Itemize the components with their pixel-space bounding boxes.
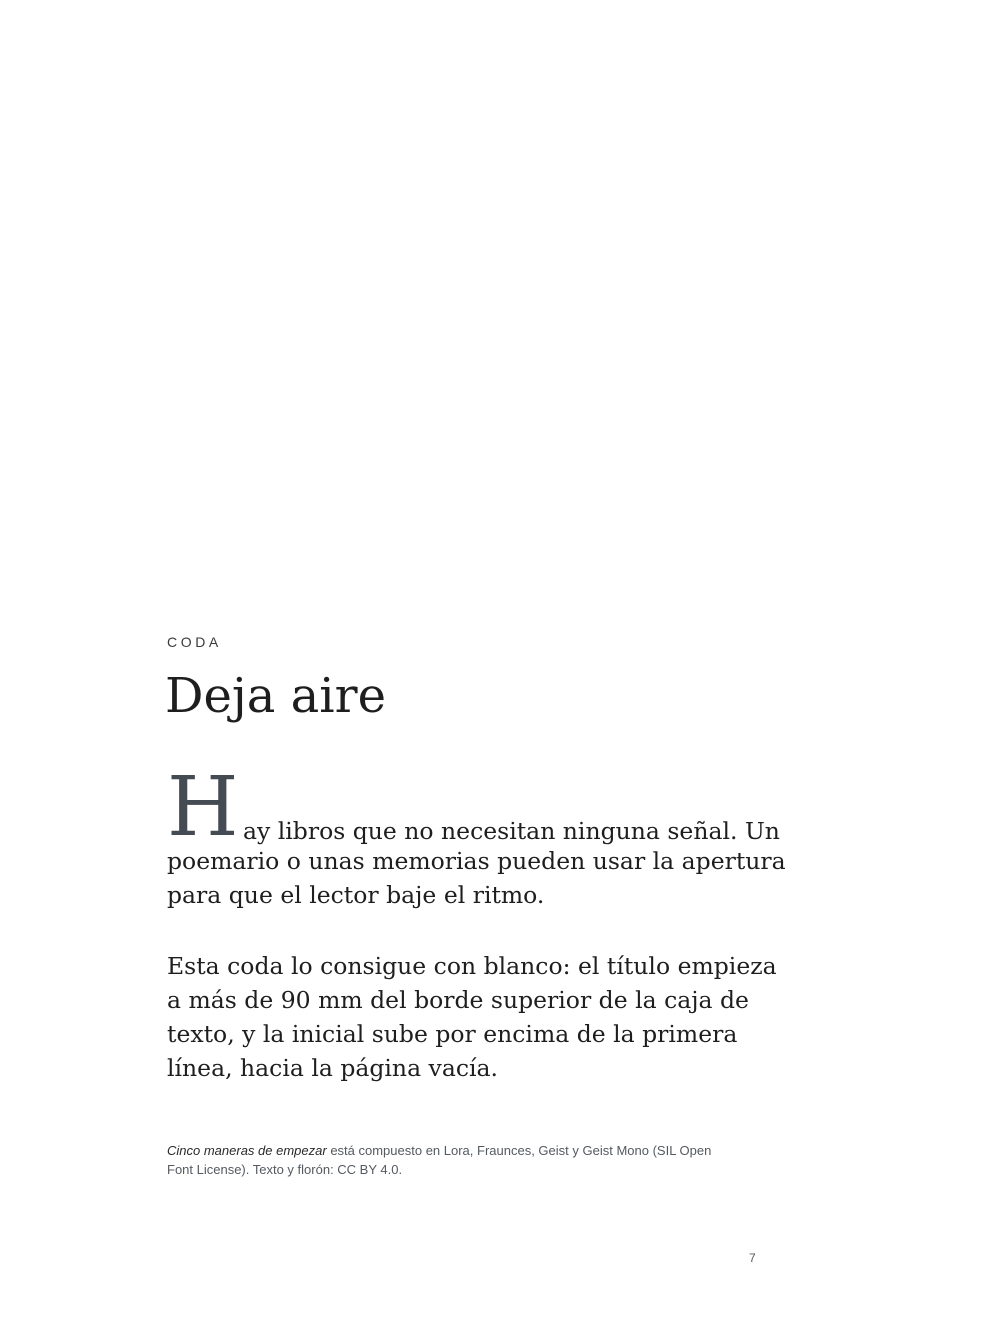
page-number: 7 [749,1251,756,1265]
paragraph-2-line-3: texto, y la inicial sube por encima de la primera [167,1020,738,1048]
colophon [167,1141,767,1179]
colophon-book-title: Cinco maneras de empezar [167,1143,327,1158]
paragraph-2-line-4: línea, hacia la página vacía. [167,1054,498,1082]
paragraph-2-line-1: Esta coda lo consigue con blanco: el título empieza [167,952,777,980]
paragraph-1 [167,760,787,912]
paragraph-1-line-1: ay libros que no necesitan ninguna señal. Un [243,817,780,845]
paragraph-1-line-2: poemario o unas memorias pueden usar la apertura [167,847,786,875]
paragraph-2 [167,949,777,1085]
colophon-line-1-rest: está compuesto en Lora, Fraunces, Geist y Geist Mono (SIL Open [326,1143,712,1158]
colophon-line-2: Font License). Texto y florón: CC BY 4.0. [167,1162,403,1177]
paragraph-1-line-3: para que el lector baje el ritmo. [167,881,545,909]
paragraph-1-first-line [167,760,787,855]
chapter-kicker: CODA [167,634,222,650]
drop-cap: H [167,760,239,855]
paragraph-2-line-2: a más de 90 mm del borde superior de la caja de [167,986,749,1014]
chapter-title: Deja aire [165,668,386,724]
